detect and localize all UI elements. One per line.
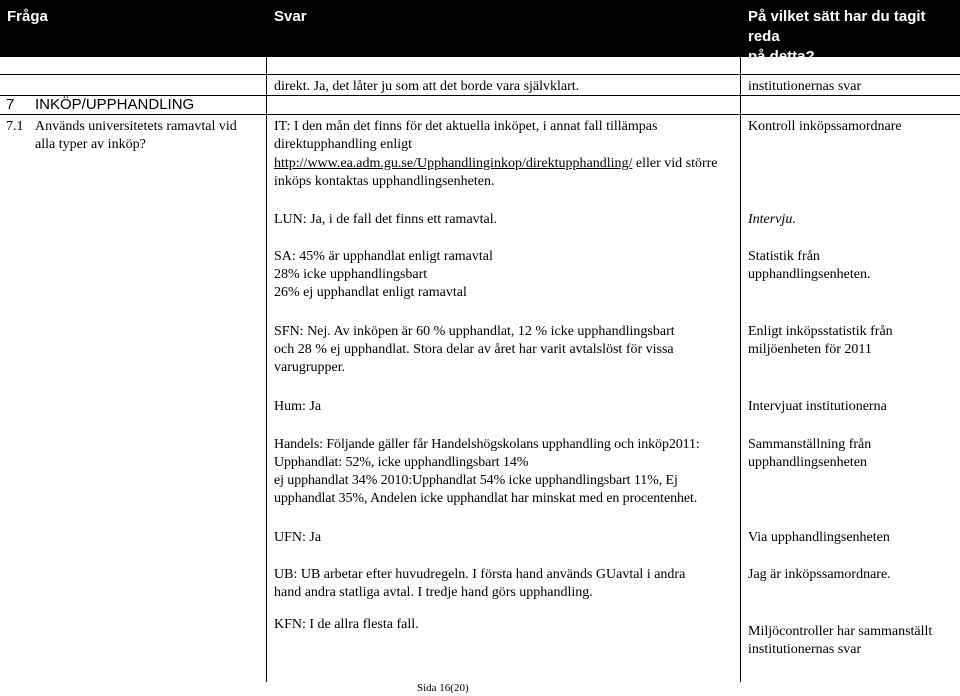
answer-text: SA: 45% är upphandlat enligt ramavtal 28% icke upphandlingsbart 26% ej upphandlat enligt ramavtal xyxy=(274,249,493,300)
column-divider xyxy=(266,57,267,682)
source-text: Sammanställning från upphandlingsenheten xyxy=(748,437,872,470)
answer-it-line: direktupphandling enligt xyxy=(274,137,413,152)
header-question: Fråga xyxy=(7,8,48,25)
answer-text: direkt. Ja, det låter ju som att det borde vara självklart. xyxy=(274,79,580,94)
source-text: Statistik från upphandlingsenheten. xyxy=(748,249,871,282)
answer-text: KFN: I de allra flesta fall. xyxy=(274,617,419,632)
answer-text: SFN: Nej. Av inköpen är 60 % upphandlat, 12 % icke upphandlingsbart och 28 % ej upphandlat. Stora delar av året har varit avtalslöst för vissa varugrupper. xyxy=(274,324,675,375)
source-text: Jag är inköpssamordnare. xyxy=(748,567,891,582)
direktupphandling-link[interactable]: http://www.ea.adm.gu.se/Upphandlinginkop/direktupphandling/ xyxy=(274,156,633,171)
question-text: Används universitetets ramavtal vid alla typer av inköp? xyxy=(35,119,237,152)
source-text: Intervjuat institutionerna xyxy=(748,399,887,414)
row-divider xyxy=(0,74,960,75)
answer-text: Hum: Ja xyxy=(274,399,322,414)
source-text: institutionernas svar xyxy=(748,79,862,94)
source-text: Kontroll inköpssamordnare xyxy=(748,119,902,134)
page-number: Sida 16(20) xyxy=(417,682,469,694)
answer-it-line: inköps kontaktas upphandlingsenheten. xyxy=(274,174,495,189)
source-text: Miljöcontroller har sammanställt institutionernas svar xyxy=(748,624,933,657)
answer-it-line: IT: I den mån det finns för det aktuella inköpet, i annat fall tillämpas xyxy=(274,119,658,134)
answer-text: LUN: Ja, i de fall det finns ett ramavtal. xyxy=(274,212,498,227)
source-text: Intervju. xyxy=(748,212,796,227)
header-answer: Svar xyxy=(274,8,307,25)
section-number: 7 xyxy=(6,96,15,113)
row-divider xyxy=(0,114,960,115)
answer-text: Handels: Följande gäller får Handelshögskolans upphandling och inköp2011: Upphandlat: 52%, icke upphandlingsbart 14% ej upphandlat 34% 2010:Upphandlat 54% icke upphandlingsbart 11%, Ej upphandlat 35%, Andelen icke upphandlat har minskat med en procentenhet. xyxy=(274,437,700,506)
answer-text: UB: UB arbetar efter huvudregeln. I första hand används GUavtal i andra hand andra statliga avtal. I tredje hand görs upphandling. xyxy=(274,567,686,600)
answer-text: UFN: Ja xyxy=(274,530,322,545)
answer-it-link-line xyxy=(274,155,718,173)
source-text: Via upphandlingsenheten xyxy=(748,530,890,545)
source-text: Enligt inköpsstatistik från miljöenheten för 2011 xyxy=(748,324,893,357)
header-method: På vilket sätt har du tagit reda på detta? xyxy=(748,8,926,65)
answer-it-text: eller vid större xyxy=(632,156,718,171)
section-title: INKÖP/UPPHANDLING xyxy=(35,96,195,113)
column-divider xyxy=(740,57,741,682)
question-number: 7.1 xyxy=(6,119,24,134)
